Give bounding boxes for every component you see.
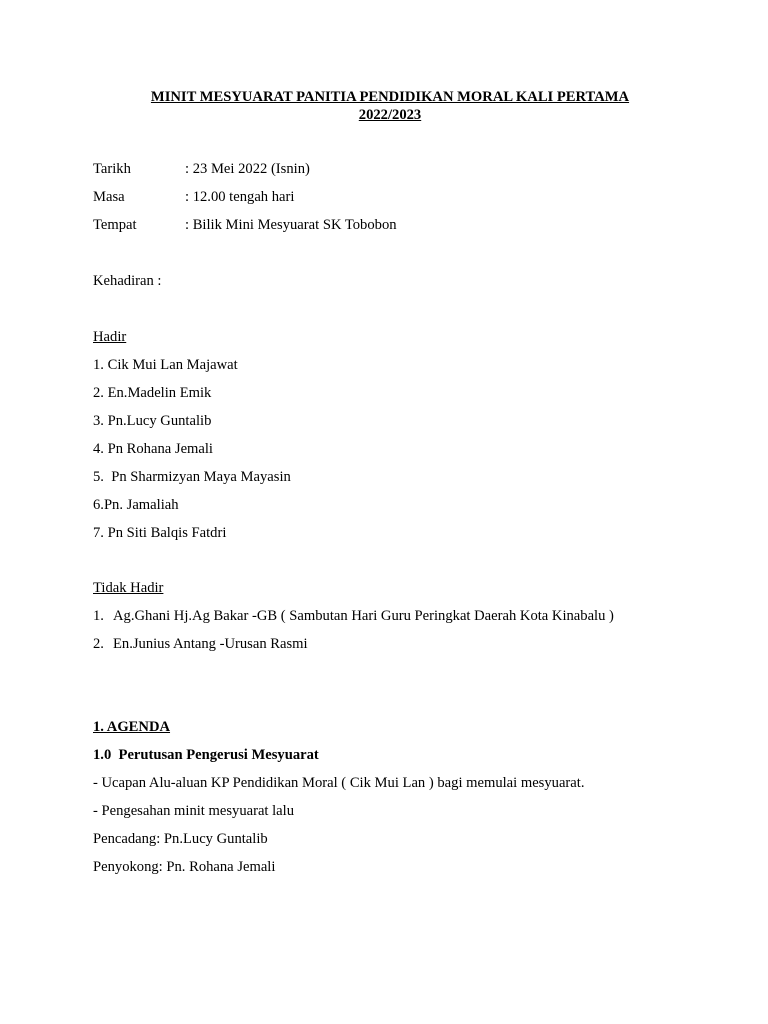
info-label-place: Tempat [93,217,137,233]
agenda-line: - Pengesahan minit mesyuarat lalu [93,803,295,819]
present-item: 2. En.Madelin Emik [93,385,212,401]
info-value-place: : Bilik Mini Mesyuarat SK Tobobon [185,217,397,233]
document-title-line-2: 2022/2023 [358,107,422,123]
absent-item [93,635,308,653]
info-row-date [93,160,310,178]
document-title-line-1: MINIT MESYUARAT PANITIA PENDIDIKAN MORAL KALI PERTAMA [150,89,630,105]
agenda-line: Pencadang: Pn.Lucy Guntalib [93,831,268,847]
absent-item [93,607,614,625]
agenda-line: - Ucapan Alu-aluan KP Pendidikan Moral ( Cik Mui Lan ) bagi memulai mesyuarat. [93,775,585,791]
present-item: 1. Cik Mui Lan Majawat [93,357,238,373]
absent-heading: Tidak Hadir [93,580,164,596]
present-item: 7. Pn Siti Balqis Fatdri [93,525,227,541]
agenda-heading: 1. AGENDA [93,719,171,735]
present-item: 4. Pn Rohana Jemali [93,441,213,457]
absent-item-text: En.Junius Antang -Urusan Rasmi [113,636,308,652]
info-row-time [93,188,294,206]
info-label-time: Masa [93,189,125,205]
attendance-label: Kehadiran : [93,273,162,289]
absent-item-number: 2. [93,636,104,652]
present-heading: Hadir [93,329,127,345]
agenda-line: Penyokong: Pn. Rohana Jemali [93,859,276,875]
present-item: 3. Pn.Lucy Guntalib [93,413,212,429]
absent-item-text: Ag.Ghani Hj.Ag Bakar -GB ( Sambutan Hari Guru Peringkat Daerah Kota Kinabalu ) [113,608,614,624]
present-item: 5. Pn Sharmizyan Maya Mayasin [93,469,291,485]
agenda-subheading: 1.0 Perutusan Pengerusi Mesyuarat [93,747,319,763]
info-row-place [93,216,397,234]
info-value-date: : 23 Mei 2022 (Isnin) [185,161,310,177]
absent-item-number: 1. [93,608,104,624]
info-value-time: : 12.00 tengah hari [185,189,295,205]
present-item: 6.Pn. Jamaliah [93,497,179,513]
info-label-date: Tarikh [93,161,131,177]
